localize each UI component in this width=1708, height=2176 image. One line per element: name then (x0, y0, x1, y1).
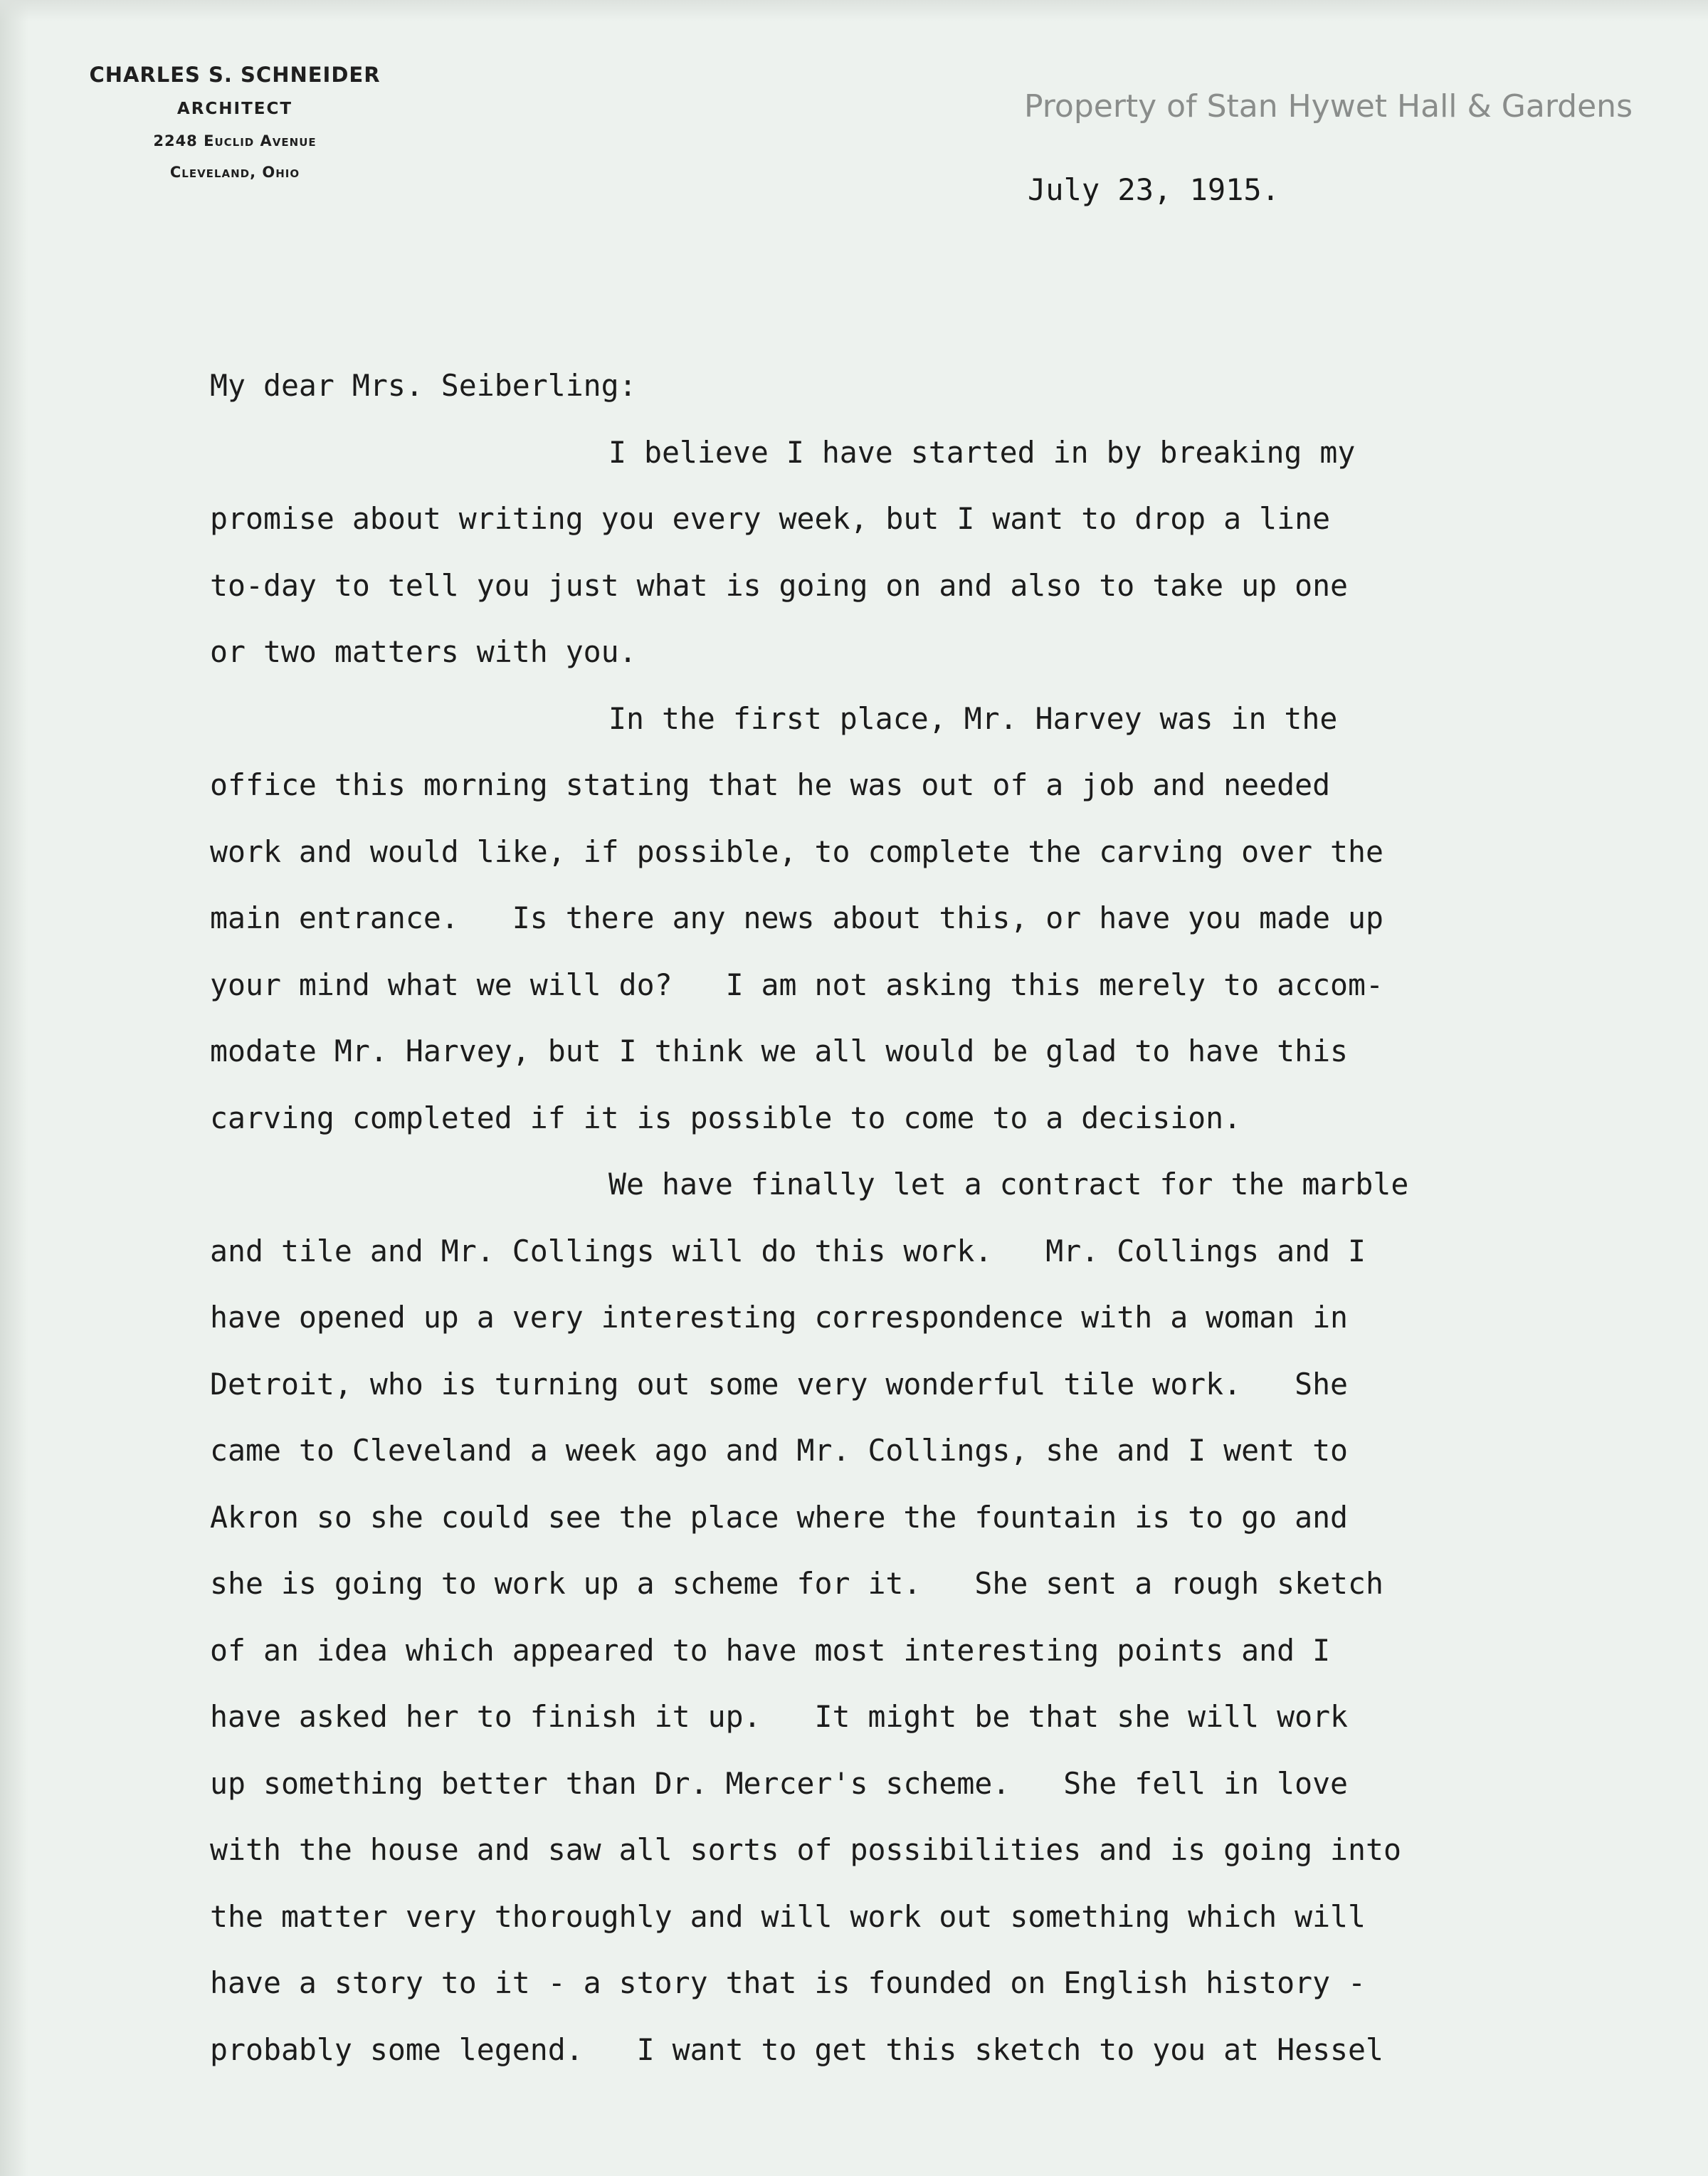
body-line: have asked her to finish it up. It might be that she will work (210, 1699, 1349, 1734)
page-edge-shadow (0, 0, 28, 2176)
body-line: office this morning stating that he was out of a job and needed (210, 767, 1331, 802)
body-line: with the house and saw all sorts of possibilities and is going into (210, 1832, 1402, 1867)
body-line: modate Mr. Harvey, but I think we all would be glad to have this (210, 1034, 1349, 1068)
body-line: of an idea which appeared to have most interesting points and I (210, 1632, 1331, 1668)
body-line: In the first place, Mr. Harvey was in the (608, 700, 1338, 736)
letterhead-title: ARCHITECT (176, 100, 293, 118)
body-line: and tile and Mr. Collings will do this work. Mr. Collings and I (210, 1233, 1366, 1268)
body-line: Detroit, who is turning out some very wonderful tile work. She (210, 1366, 1349, 1402)
letterhead-address: 2248 Euclid Avenue (153, 132, 317, 149)
body-line: up something better than Dr. Mercer's scheme. She fell in love (210, 1765, 1349, 1801)
body-line: came to Cleveland a week ago and Mr. Collings, she and I went to (210, 1433, 1349, 1468)
body-line: work and would like, if possible, to complete the carving over the (210, 834, 1384, 869)
body-line: promise about writing you every week, but I want to drop a line (210, 501, 1331, 536)
body-line: have a story to it - a story that is founded on English history - (210, 1965, 1366, 2000)
body-line: Akron so she could see the place where the fountain is to go and (210, 1499, 1349, 1535)
body-line: main entrance. Is there any news about this, or have you made up (210, 900, 1384, 935)
salutation: My dear Mrs. Seiberling: (210, 368, 637, 403)
body-line: to-day to tell you just what is going on and also to take up one (210, 567, 1349, 603)
letterhead-city: Cleveland, Ohio (169, 164, 300, 181)
letter-body (210, 364, 1598, 2095)
body-line: carving completed if it is possible to come to a decision. (210, 1100, 1242, 1135)
body-line: probably some legend. I want to get this sketch to you at Hessel (210, 2032, 1384, 2067)
letterhead-name: CHARLES S. SCHNEIDER (89, 63, 381, 87)
body-line: the matter very thoroughly and will work out something which will (210, 1898, 1366, 1934)
body-line: I believe I have started in by breaking my (608, 434, 1356, 470)
property-watermark: Property of Stan Hywet Hall & Gardens (1024, 88, 1633, 125)
body-line: have opened up a very interesting correspondence with a woman in (210, 1300, 1349, 1335)
page-top-shadow (0, 0, 1708, 21)
body-line: or two matters with you. (210, 634, 637, 669)
body-line: your mind what we will do? I am not asking this merely to accom- (210, 967, 1384, 1002)
letterhead (71, 63, 399, 195)
letter-date: July 23, 1915. (1028, 172, 1280, 207)
body-line: We have finally let a contract for the marble (608, 1167, 1409, 1202)
body-line: she is going to work up a scheme for it. She sent a rough sketch (210, 1566, 1384, 1601)
